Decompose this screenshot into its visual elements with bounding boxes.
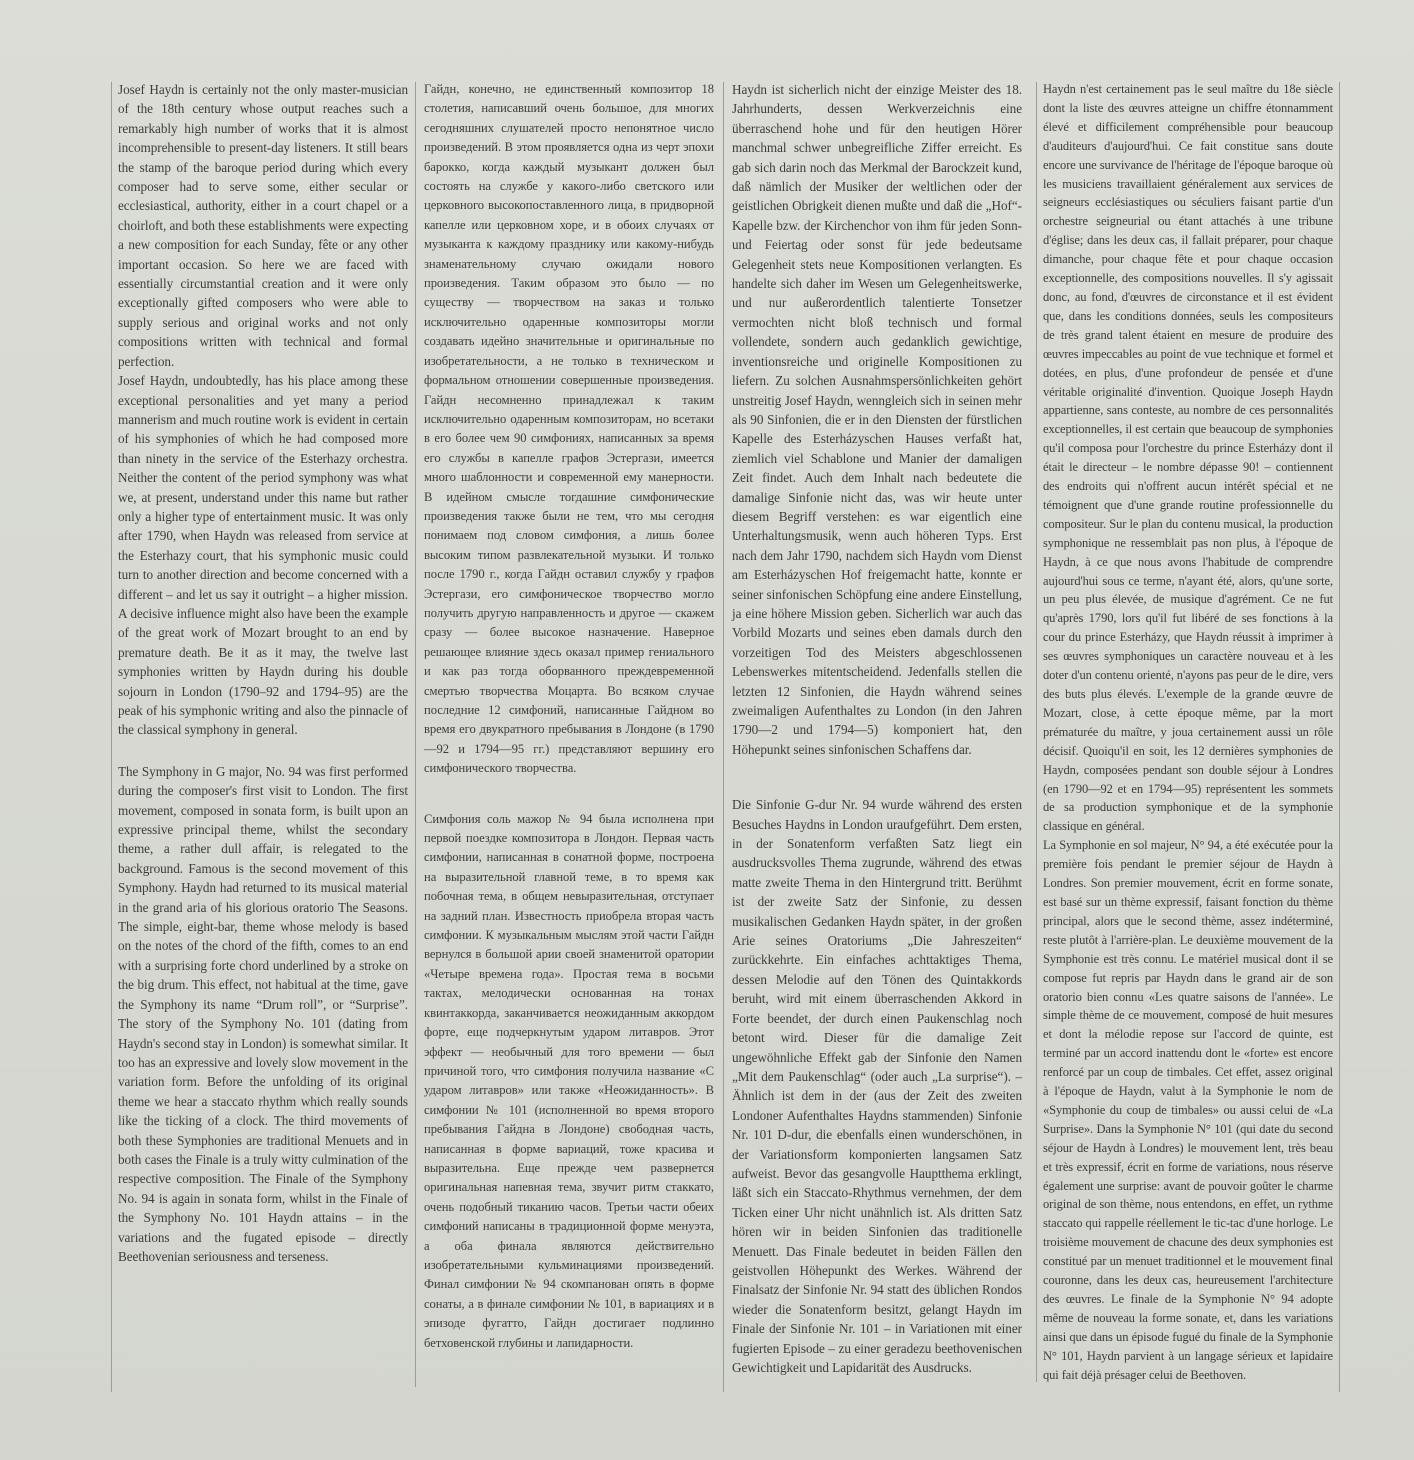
section-gap: [732, 759, 1022, 795]
french-column: [1043, 80, 1333, 1385]
russian-paragraph: Симфония соль мажор № 94 была исполнена при первой поездке композитора в Лондон. Первая часть симфонии, написанная в сонатной форме, построена на выразительной главной теме, в то время как побочная тема, в общем невыразительная, отступает на задний план. Известность приобрела вторая часть симфонии. К музыкальным мыслям этой части Гайдн вернулся в большой арии своей знаменитой оратории «Четыре времена года». Простая тема в восьми тактах, мелодически основанная на тонах квинтаккорда, заканчивается неожиданным аккордом форте, еще подчеркнутым ударом литавров. Этот эффект — необычный для того времени — был причиной того, что симфония получила название «С ударом литавров» или также «Неожиданность». В симфонии № 101 (исполненной во время второго пребывания Гайдна в Лондоне) свободная часть, написанная в форме вариаций, тоже красива и выразительна. Еще прежде чем развернется оригинальная напевная тема, звучит ритм стаккато, очень подобный тиканию часов. Третьи части обеих симфоний написаны в традиционной форме менуэта, а оба финала являются действительно изобретательными кульминациями произведений. Финал симфонии № 94 скомпанован опять в форме сонаты, а в финале симфонии № 101, в вариациях и в эпизоде фугатто, Гайдн достигает подлинно бетховенской глубины и лапидарности.: [424, 811, 714, 1350]
section-gap: [118, 740, 408, 762]
column-rule: [723, 82, 724, 1392]
french-paragraph: La Symphonie en sol majeur, N° 94, a été exécutée pour la première fois pendant le premier séjour de Haydn à Londres. Son premier mouvement, écrit en forme sonate, est basé sur un thème expressif, faisant fonction du thème principal, alors que le second thème, assez indéterminé, reste plutôt à l'arrière-plan. Le deuxième mouvement de la Symphonie est très connu. Le matériel musical dont il se compose fut repris par Haydn dans le grand air de son oratorio bien connu «Les quatre saisons de l'année». Le simple thème de ce mouvement, composé de huit mesures et dont la mélodie repose sur l'accord de quinte, est terminé par un accord inattendu dont le «forte» est encore renforcé par un coup de timbales. Cet effet, assez original à l'époque de Haydn, valut à la Symphonie le nom de «Symphonie du coup de timbales» ou aussi celui de «La Surprise». Dans la Symphonie N° 101 (qui date du second séjour de Haydn à Londres) le mouvement lent, très beau et très expressif, écrit en forme de variations, nous réserve également une surprise: avant de pouvoir goûter le charme original de son thème, nous entendons, en effet, un rythme staccato qui rappelle réellement le tic-tac d'une horloge. Le troisième mouvement de chacune des deux symphonies est constitué par un menuet traditionnel et le mouvement final couronne, dans les deux cas, heureusement l'architecture des œuvres. Le finale de la Symphonie N° 94 adopte même de nouveau la forme sonate, et, dans les variations ainsi que dans un épisode fugué du finale de la Symphonie N° 101, Haydn parvient à un langage sérieux et lapidaire qui fait déjà présager celui de Beethoven.: [1043, 838, 1333, 1382]
english-column: [118, 80, 408, 1266]
russian-column: [424, 80, 714, 1353]
french-paragraph: Haydn n'est certainement pas le seul maître du 18e siècle dont la liste des œuvres atteigne un chiffre étonnamment élevé et difficilement compréhensible pour beaucoup d'auditeurs d'aujourd'hui. Ce fait constitue sans doute encore une survivance de l'héritage de l'époque baroque où les musiciens travaillaient généralement aux services de seigneurs ecclésiastiques ou séculiers faisant partie d'un orchestre seigneurial ou étant attachés à une tribune d'église; dans les deux cas, il fallait préparer, pour chaque dimanche, pour chaque fête et pour chaque occasion exceptionnelle, des compositions nouvelles. Il s'y agissait donc, au fond, d'œuvres de circonstance et il est évident que, dans les conditions données, seuls les compositeurs de très grand talent étaient en mesure de produire des œuvres impeccables au point de vue technique et formel et dotées, en plus, d'une profondeur de pensée et d'une véritable originalité d'invention. Quoique Joseph Haydn appartienne, sans conteste, au nombre de ces personnalités exceptionnelles, il est certain que beaucoup de symphonies qu'il composa pour l'orchestre du prince Esterházy dont il était le directeur – le nombre dépasse 90! – contiennent des endroits qui n'offrent aucun intérêt spécial et ne témoignent que d'une grande routine professionnelle du compositeur. Sur le plan du contenu musical, la production symphonique ne ressemblait pas non plus, à l'époque de Haydn, à ce que nous avons l'habitude de comprendre aujourd'hui sous ce terme, n'ayant été, alors, qu'une sorte, un peu plus élevée, de musique d'agrément. Ce ne fut qu'après 1790, lors qu'il fut libéré de ses fonctions à la cour du prince Esterházy, que Haydn réussit à imprimer à ses œuvres symphoniques un caractère nouveau et à les doter d'un contenu orienté, n'ayons pas peur de le dire, vers des buts plus élevés. L'exemple de la grande œuvre de Mozart, close, à cette époque même, par la mort prématurée du maître, y joua certainement aussi un rôle décisif. Quoiqu'il en soit, les 12 dernières symphonies de Haydn, composées pendant son double séjour à Londres (en 1790—92 et en 1794—95) représentent les sommets de sa production symphonique et de la symphonie classique en général.: [1043, 82, 1333, 834]
column-rule: [1339, 82, 1340, 1392]
english-paragraph: The Symphony in G major, No. 94 was first performed during the composer's first visit to London. The first movement, composed in sonata form, is built upon an expressive principal theme, whilst the secondary theme, a rather dull affair, is relegated to the background. Famous is the second movement of this Symphony. Haydn had returned to its musical material in the grand aria of his glorious oratorio The Seasons. The simple, eight-bar, theme whose melody is based on the notes of the chord of the fifth, comes to an end with a surprising forte chord underlined by a stroke on the big drum. This effect, not habitual at the time, gave the Symphony its name “Drum roll”, or “Surprise”. The story of the Symphony No. 101 (dating from Haydn's second stay in London) is somewhat similar. It too has an expressive and lovely slow movement in the variation form. Before the unfolding of its original theme we hear a staccato rhythm which really sounds like the ticking of a clock. The third movements of both these Symphonies are traditional Menuets and in both cases the Finale is a truly witty culmination of the respective composition. The Finale of the Symphony No. 94 is again in sonata form, whilst in the Finale of the Symphony No. 101 Haydn attains – in the variations and the fugated episode – directly Beethovenian seriousness and terseness.: [118, 763, 408, 1264]
english-paragraph: Josef Haydn, undoubtedly, has his place among these exceptional personalities and yet many a period mannerism and much routine work is evident in certain of his symphonies of which he had composed more than ninety in the service of the Esterhazy orchestra. Neither the content of the period symphony was what we, at present, understand under this name but rather only a higher type of entertainment music. It was only after 1790, when Haydn was released from service at the Esterhazy court, that his symphonic music could turn to another direction and become concerned with a different – and let us say it outright – a higher mission. A decisive influence might also have been the example of the great work of Mozart brought to an end by premature death. Be it as it may, the twelve last symphonies written by Haydn during his double sojourn in London (1790–92 and 1794–95) are the peak of his symphonic writing and also the pinnacle of the classical symphony in general.: [118, 373, 408, 738]
column-rule: [111, 82, 112, 1392]
german-column: [732, 80, 1022, 1377]
german-paragraph: Die Sinfonie G-dur Nr. 94 wurde während des ersten Besuches Haydns in London uraufgeführt. Dem ersten, in der Sonatenform verfaßten Satz liegt ein ausdrucksvolles Thema zugrunde, während des etwas matte zweite Thema in den Hintergrund tritt. Berühmt ist der zweite Satz der Sinfonie, zu dessen musikalischen Gedanken Haydn später, in der großen Arie seines Oratoriums „Die Jahreszeiten“ zurückkehrte. Ein einfaches achttaktiges Thema, dessen Melodie auf den Tönen des Quintakkords beruht, wird mit einem überraschenden Akkord in Forte beendet, der durch einen Paukenschlag noch betont wird. Dieser für die damalige Zeit ungewöhnliche Effekt gab der Sinfonie den Namen „Mit dem Paukenschlag“ (oder auch „La surprise“). – Ähnlich ist dem in der (aus der Zeit des zweiten Londoner Aufenthaltes Haydns stammenden) Sinfonie Nr. 101 D-dur, die ebenfalls einen wunderschönen, in der Variationsform komponierten langsamen Satz aufweist. Bevor das gesangvolle Hauptthema erklingt, läßt sich ein Staccato-Rhythmus vernehmen, der dem Ticken einer Uhr nicht unähnlich ist. Als dritten Satz hören wir in beiden Sinfonien das traditionelle Menuett. Das Finale bedeutet in beiden Fällen den geistvollen Höhepunkt des Werkes. Während der Finalsatz der Sinfonie Nr. 94 statt des üblichen Rondos wieder die Sonatenform besitzt, gelangt Haydn im Finale der Sinfonie Nr. 101 – in Variationen mit einer fugierten Episode – zu einer geradezu beethovenischen Gewichtigkeit und Lapidarität des Ausdrucks.: [732, 797, 1022, 1375]
column-rule: [415, 82, 416, 1387]
german-paragraph: Haydn ist sicherlich nicht der einzige Meister des 18. Jahrhunderts, dessen Werkverzeichnis eine überraschend hohe und für den heutigen Hörer manchmal schwer unbegreifliche Ziffer erreicht. Es gab sich darin noch das Merkmal der Barockzeit kund, daß nämlich der Musiker der weltlichen oder der geistlichen Obrigkeit dienen mußte und daß die „Hof“-Kapelle bzw. der Kirchenchor von ihm für jeden Sonn- und Feiertag oder sonst für jede bedeutsame Gelegenheit stets neue Kompositionen verlangten. Es handelte sich daher im Wesen um Gelegenheitswerke, und nur außerordentlich talentierte Tonsetzer vermochten nicht bloß technisch und formal vollendete, sondern auch gedanklich gewichtige, inventionsreiche und originelle Kompositionen zu liefern. Zu solchen Ausnahmspersönlichkeiten gehört unstreitig Josef Haydn, wenngleich sich in seinen mehr als 90 Sinfonien, die er in den Diensten der fürstlichen Kapelle des Esterházyschen Hauses verfaßt hat, ziemlich viel Schablone und Manier der damaligen Zeit findet. Auch dem Inhalt nach bedeutete die damalige Sinfonie nicht das, was wir heute unter diesem Begriff verstehen: es war eigentlich eine Unterhaltungsmusik, wenn auch höheren Typs. Erst nach dem Jahr 1790, nachdem sich Haydn vom Dienst am Esterházyschen Hof freigemacht hatte, konnte er seiner sinfonischen Schöpfung eine andere Einstellung, ja eine höhere Mission geben. Sicherlich war auch das Vorbild Mozarts und seines eben damals durch den vorzeitigen Tod des Meisters abgeschlossenen Lebenswerkes mitentscheidend. Jedenfalls stellen die letzten 12 Sinfonien, die Haydn während seines zweimaligen Aufenthaltes zu London (in den Jahren 1790—2 und 1794—5) komponiert hat, den Höhepunkt seines sinfonischen Schaffens dar.: [732, 82, 1022, 757]
english-paragraph: Josef Haydn is certainly not the only master-musician of the 18th century whose output reaches such a remarkably high number of works that it is almost incomprehensible to present-day listeners. It still bears the stamp of the baroque period during which every composer had to serve some, either secular or ecclesiastical, authority, either in a court chapel or a choirloft, and both these establishments were expecting a new composition for each Sunday, fête or any other important occasion. So here we are faced with essentially circumstantial creation and it were only exceptionally gifted composers who were able to supply serious and original works and not only compositions written with technical and formal perfection.: [118, 82, 408, 369]
russian-paragraph: Гайдн, конечно, не единственный композитор 18 столетия, написавший очень большое, для многих сегодняшних слушателей просто непонятное число произведений. В этом проявляется одна из черт эпохи барокко, когда каждый музыкант должен был состоять на службе у какого-либо светского или церковного высокопоставленного лица, в придворной капелле или церковном хоре, и в обоих случаях от музыканта к каждому празднику или какому-нибудь знаменательному случаю ожидали нового произведения. Таким образом это было — по существу — творчеством на заказ и только исключительно одаренные композиторы могли создавать идейно значительные и оригинальные по изобретательности, а не только в техническом и формальном отношении совершенные произведения. Гайдн несомненно принадлежал к таким исключительно одаренным композиторам, но всетаки в его более чем 90 симфониях, написанных за время его службы в капелле графов Эстергази, имеется много шаблонности и современной ему манерности. В идейном смысле тогдашние симфонические произведения также были не тем, что мы сегодня понимаем под словом симфония, а лишь более высоким типом развлекательной музыки. И только после 1790 г., когда Гайдн оставил службу у графов Эстергази, его симфоническое творчество могло получить другую направленность и другое — скажем сразу — более высокое назначение. Наверное решающее влияние здесь оказал пример гениального и как раз тогда оборванного преждевременной смертью творчества Моцарта. Во всяком случае последние 12 симфоний, написанные Гайдном во время его двукратного пребывания в Лондоне (в 1790—92 и 1794—95 гг.) представляют вершину его симфонического творчества.: [424, 82, 714, 776]
column-rule: [1036, 82, 1037, 1382]
section-gap: [424, 779, 714, 810]
